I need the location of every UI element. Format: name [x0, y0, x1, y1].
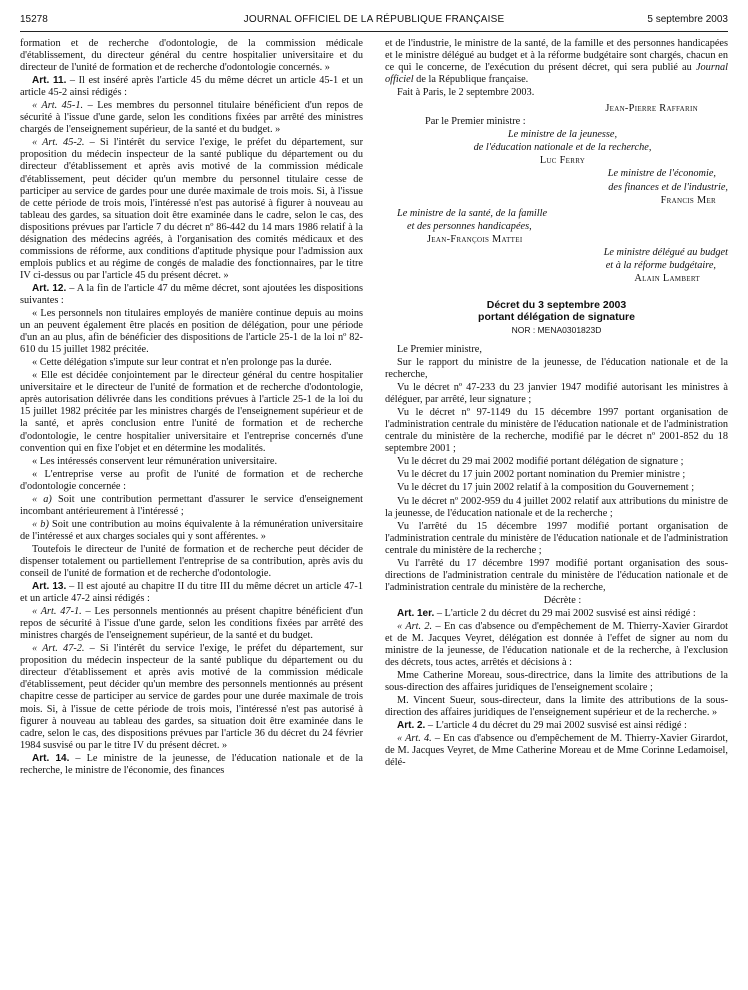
header-rule — [20, 31, 728, 32]
signature-line: Par le Premier ministre : — [425, 116, 526, 128]
page-number: 15278 — [20, 14, 48, 25]
paragraph: « b) Soit une contribution au moins équivalente à la rémunération universitaire de l'intéressé et aux charges sociales qui y sont afférentes. » — [20, 518, 363, 542]
paragraph: « Cette délégation s'impute sur leur contrat et n'en prolonge pas la durée. — [32, 357, 332, 369]
article-45-2: « Art. 45-2. – Si l'intérêt du service l'exige, le préfet du département, sur proposition du médecin inspecteur de la santé publique du département ou du directeur d'établissement et après avis motivé de la commission médicale d'établissement, peut décider qu'un membre du personnel titulaire cesse de participer au service de gardes pour une durée maximale de trois mois. Si, à l'issue de cette période de trois mois, l'intéressé n'est pas autorisé à figurer à nouveau au tableau des gardes, sa situation doit être examinée dans le cadre, selon le cas, des dispositions prévues par l'article 7 du décret nº 86-442 du 14 mars 1986 relatif à la désignation des médecins agréés, à l'organisation des comités médicaux et des commissions de réforme, aux conditions d'aptitude physique pour l'admission aux emplois publics et au régime de congés de maladie des fonctionnaires, par le titre IV ci-dessus ou par l'article 45 du présent décret. » — [20, 137, 364, 281]
article-4-quoted: « Art. 4. – En cas d'absence ou d'empêchement de M. Thierry-Xavier Girardot, de M. Jacques Veyret, de Mme Catherine Moreau et de Mme Corinne Ledamoisel, délé- — [385, 733, 728, 769]
paragraph: Toutefois le directeur de l'unité de formation et de recherche peut décider de dispenser totalement ou partiellement l'entreprise de sa contribution, après avis du conseil de l'unité de formation et de recherche d'odontologie. — [20, 543, 363, 580]
paragraph: Vu l'arrêté du 15 décembre 1997 modifié portant organisation de l'administration centrale du ministère de l'éducation nationale et de l'administration centrale du ministère de la recherche ; — [385, 520, 728, 556]
article-47-2: « Art. 47-2. – Si l'intérêt du service l'exige, le préfet du département, sur proposition du médecin inspecteur de la santé publique du département ou du directeur d'établissement et après avis motivé de la commission médicale d'établissement, peut décider qu'un membre des personnels mentionnés au présent chapitre cesse de participer au service de gardes pour une durée maximale de trois mois. Si, à l'issue de cette période de trois mois, l'intéressé n'est pas autorisé à figurer à nouveau au tableau des gardes, sa situation doit être examinée dans le cadre, selon le cas, des dispositions prévues par l'article 36 du décret du 24 février 1984 susvisé ou par le titre IV du présent décret. » — [20, 643, 364, 751]
issue-date: 5 septembre 2003 — [647, 14, 728, 25]
minister-title: Le ministre de l'économie, — [607, 168, 716, 180]
decrete-heading: Décrète : — [543, 594, 582, 606]
signature-date: Fait à Paris, le 2 septembre 2003. — [397, 87, 535, 99]
right-column — [385, 38, 728, 771]
paragraph: Vu le décret nº 97-1149 du 15 décembre 1997 portant organisation de l'administration centrale du ministère de l'éducation nationale et de l'administration centrale du ministère de la recherche, modifié par le décret nº 2001-852 du 18 septembre 2001 ; — [385, 407, 728, 455]
nor-reference: NOR : MENA0301823D — [511, 324, 602, 335]
article-2-quoted: « Art. 2. – En cas d'absence ou d'empêchement de M. Thierry-Xavier Girardot et de M. Jacques Veyret, délégation est donnée à l'effet de signer au nom du ministre de la jeunesse, de l'éducation nationale et de la recherche, à l'exclusion des décrets, tous actes, arrêtés et décisions à : — [385, 620, 728, 669]
minister-title: et des personnes handicapées, — [407, 220, 532, 232]
paragraph: et de l'industrie, le ministre de la santé, de la famille et des personnes handicapées et le ministre délégué au budget et à la réforme budgétaire sont chargés, chacun en ce qui le concerne, de l'exécution du présent décret, qui sera publié au Journal officiel de la République française. — [385, 38, 728, 86]
page-header — [20, 14, 728, 30]
paragraph: Vu l'arrêté du 17 décembre 1997 modifié portant organisation des sous-directions de l'administration centrale du ministère de l'éducation nationale et de l'administration centrale du ministère de la recherche, — [385, 557, 728, 593]
minister-title: et à la réforme budgétaire, — [605, 259, 716, 271]
signatory-name: Alain Lambert — [634, 272, 700, 284]
paragraph: « L'entreprise verse au profit de l'unité de formation et de recherche d'odontologie concernée : — [20, 468, 363, 492]
journal-title: JOURNAL OFFICIEL DE LA RÉPUBLIQUE FRANÇAISE — [243, 14, 505, 25]
minister-title: Le ministre délégué au budget — [603, 246, 728, 258]
minister-title: Le ministre de la jeunesse, — [507, 129, 618, 141]
article-11: Art. 11. – Il est inséré après l'article 45 du même décret un article 45-1 et un article 45-2 ainsi rédigés : — [20, 75, 363, 99]
paragraph: M. Vincent Sueur, sous-directeur, dans la limite des attributions de la sous-direction des affaires juridiques de l'enseignement supérieur et de la recherche. » — [385, 695, 728, 719]
minister-title: Le ministre de la santé, de la famille — [397, 207, 548, 219]
paragraph: Mme Catherine Moreau, sous-directrice, dans la limite des attributions de la sous-direction des affaires juridiques de l'enseignement scolaire ; — [385, 670, 728, 694]
paragraph: « a) Soit une contribution permettant d'assurer le service d'enseignement incombant antérieurement à l'intéressé ; — [20, 493, 363, 517]
paragraph: Sur le rapport du ministre de la jeunesse, de l'éducation nationale et de la recherche, — [385, 356, 728, 381]
article-47-1: « Art. 47-1. – Les personnels mentionnés au présent chapitre bénéficient d'un repos de sécurité à l'issue d'une garde, selon les conditions fixées par arrêté des ministres chargés de l'enseignement supérieur, de la santé et du budget. — [20, 606, 364, 642]
left-column — [20, 38, 363, 778]
paragraph: formation et de recherche d'odontologie, de la commission médicale d'établissement, du directeur général du centre hospitalier universitaire et du directeur de l'unité de formation et de recherche d'odontologie concernés. » — [20, 38, 363, 74]
paragraph: « Les intéressés conservent leur rémunération universitaire. — [32, 455, 278, 467]
article-13: Art. 13. – Il est ajouté au chapitre II du titre III du même décret un article 47-1 et un article 47-2 ainsi rédigés : — [20, 581, 364, 605]
signatory-name: Jean-Pierre Raffarin — [605, 103, 698, 115]
paragraph: Vu le décret du 17 juin 2002 relatif à la composition du Gouvernement ; — [397, 482, 695, 494]
minister-title: de l'éducation nationale et de la recherche, — [473, 142, 652, 154]
signatures — [385, 103, 728, 285]
paragraph: Vu le décret nº 2002-959 du 4 juillet 2002 relatif aux attributions du ministre de la jeunesse, de l'éducation nationale et de la recherche ; — [385, 495, 728, 519]
paragraph: « Elle est décidée conjointement par le directeur général du centre hospitalier universitaire et le directeur de l'unité de formation et de recherche d'odontologie, après autorisation délivrée dans les conditions prévues à l'article 25-1 de la loi du 15 juillet 1982 précitée par les ministres chargés de l'enseignement supérieur et de la santé, et après conclusion entre l'unité de formation et de recherche d'odontologie, le centre hospitalier universitaire et l'entreprise concernés d'une convention qui en fixe l'objet et en détermine les modalités. — [20, 370, 363, 454]
paragraph: Vu le décret nº 47-233 du 23 janvier 1947 modifié autorisant les ministres à déléguer, par arrêté, leur signature ; — [385, 382, 728, 406]
paragraph: Vu le décret du 29 mai 2002 modifié portant délégation de signature ; — [397, 456, 684, 468]
decree-title: Décret du 3 septembre 2003 portant délégation de signature — [478, 298, 635, 323]
article-2: Art. 2. – L'article 4 du décret du 29 mai 2002 susvisé est ainsi rédigé : — [397, 720, 687, 732]
article-12: Art. 12. – A la fin de l'article 47 du même décret, sont ajoutées les dispositions suivantes : — [20, 282, 363, 306]
paragraph: « Les personnels non titulaires employés de manière continue depuis au moins un an peuvent également être placés en position de délégation, pour une période d'un an au plus, afin de bénéficier des dispositions de l'article 25-1 de la loi nº 82-610 du 15 juillet 1982 précitée. — [20, 308, 363, 356]
paragraph: Vu le décret du 17 juin 2002 portant nomination du Premier ministre ; — [397, 469, 686, 481]
article-45-1: « Art. 45-1. – Les membres du personnel titulaire bénéficient d'un repos de sécurité à l'issue d'une garde, selon les conditions fixées par arrêté des ministres chargés de l'enseignement supérieur, de la santé et du budget. » — [20, 100, 363, 136]
article-14: Art. 14. – Le ministre de la jeunesse, de l'éducation nationale et de la recherche, le ministre de l'économie, des finances — [20, 752, 363, 776]
paragraph: Le Premier ministre, — [397, 343, 482, 355]
signatory-name: Luc Ferry — [539, 155, 586, 167]
signatory-name: Francis Mer — [660, 194, 716, 206]
article-1: Art. 1er. – L'article 2 du décret du 29 mai 2002 susvisé est ainsi rédigé : — [397, 607, 696, 619]
minister-title: des finances et de l'industrie, — [608, 181, 728, 193]
signatory-name: Jean-François Mattei — [427, 233, 523, 245]
